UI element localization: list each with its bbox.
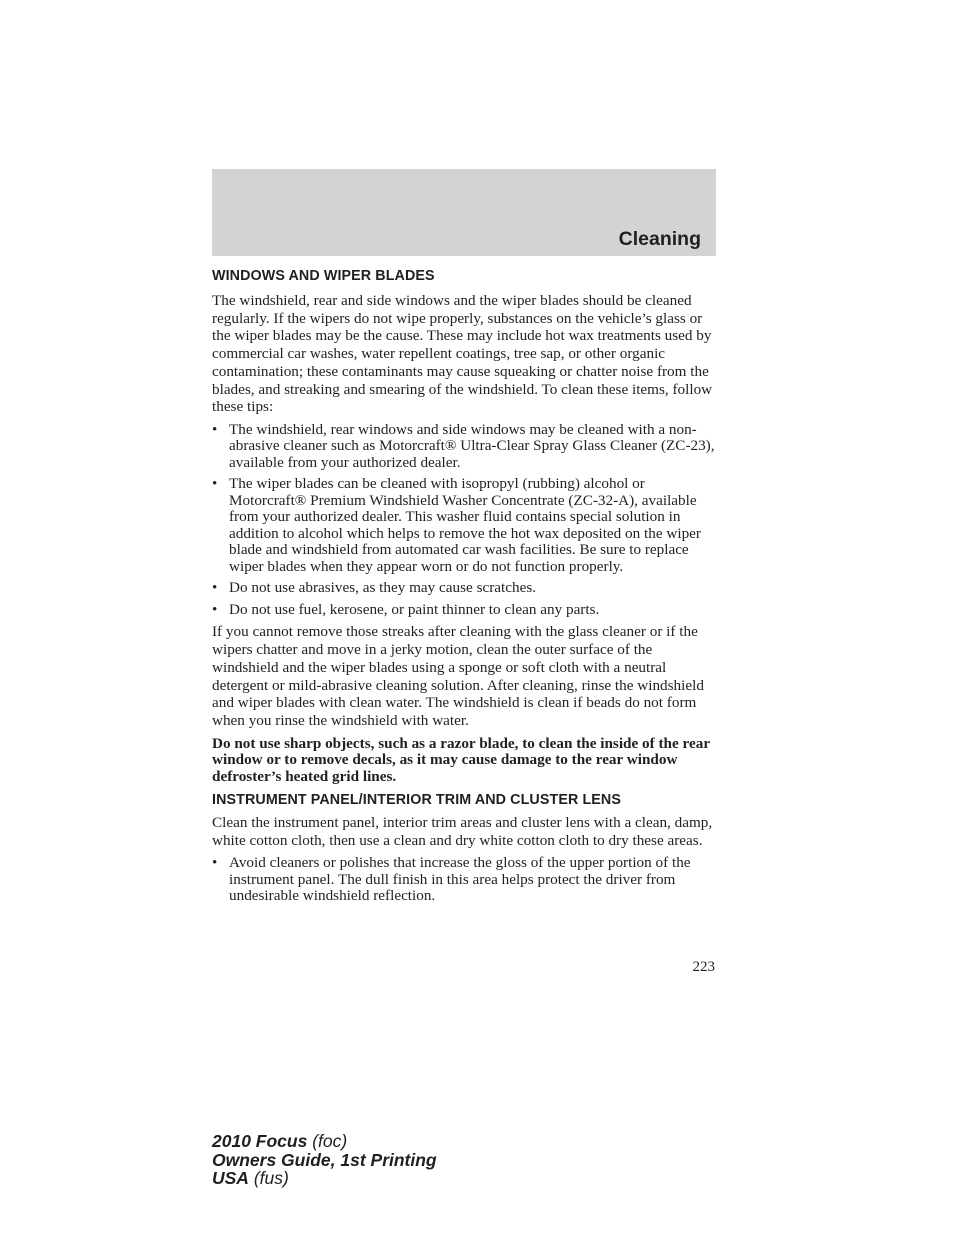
windows-tips-list	[212, 422, 715, 619]
windows-intro-paragraph: The windshield, rear and side windows and the wiper blades should be cleaned regularly. If the wipers do not wipe properly, substances on the vehicle’s glass or the wiper blades may be the cause. These may include hot wax treatments used by commercial car washes, water repellent coatings, tree sap, or other organic contamination; these contaminants may cause squeaking or chatter noise from the blades, and streaking and smearing of the windshield. To clean these items, follow these tips:	[212, 292, 713, 416]
footer-line-market	[212, 1169, 437, 1188]
heading-windows-wiper-blades: WINDOWS AND WIPER BLADES	[212, 268, 435, 284]
footer-line-model	[212, 1132, 437, 1151]
footer-printing: Owners Guide, 1st Printing	[212, 1149, 437, 1170]
heading-instrument-panel: INSTRUMENT PANEL/INTERIOR TRIM AND CLUSTER LENS	[212, 792, 621, 809]
list-item-text: Do not use fuel, kerosene, or paint thinner to clean any parts.	[229, 600, 600, 618]
list-item	[212, 422, 715, 472]
page-number: 223	[692, 959, 715, 975]
footer-line-printing	[212, 1151, 437, 1170]
footer-market: USA	[212, 1168, 249, 1188]
section-header-band	[212, 169, 716, 256]
document-footer	[212, 1132, 437, 1188]
list-item	[212, 855, 715, 905]
bullet-icon: •	[212, 600, 218, 618]
instrument-panel-tips-list	[212, 855, 715, 905]
bullet-icon: •	[212, 420, 218, 438]
footer-market-code: (fus)	[253, 1168, 289, 1188]
list-item-text: The wiper blades can be cleaned with isopropyl (rubbing) alcohol or Motorcraft® Premium Windshield Washer Concentrate (ZC-32-A), available from your authorized dealer. This washer fluid contains special solution in addition to alcohol which helps to remove the hot wax deposited on the wiper blade and windshield from automated car wash facilities. Be sure to replace wiper blades when they appear worn or do not function properly.	[229, 475, 701, 575]
warning-paragraph: Do not use sharp objects, such as a razor blade, to clean the inside of the rear window or to remove decals, as it may cause damage to the rear window defroster’s heated grid lines.	[212, 734, 710, 786]
bullet-icon: •	[212, 854, 218, 872]
list-item-text: The windshield, rear windows and side windows may be cleaned with a non-abrasive cleaner such as Motorcraft® Ultra-Clear Spray Glass Cleaner (ZC-23), available from your authorized dealer.	[229, 420, 715, 471]
footer-model: 2010 Focus	[212, 1131, 308, 1151]
bullet-icon: •	[212, 579, 218, 597]
instrument-panel-paragraph: Clean the instrument panel, interior trim areas and cluster lens with a clean, damp, white cotton cloth, then use a clean and dry white cotton cloth to dry these areas.	[212, 814, 713, 849]
page-content	[212, 268, 715, 910]
list-item	[212, 580, 715, 597]
bullet-icon: •	[212, 475, 218, 493]
footer-model-code: (foc)	[312, 1131, 348, 1151]
list-item	[212, 476, 715, 575]
streaks-paragraph: If you cannot remove those streaks after cleaning with the glass cleaner or if the wipers chatter and move in a jerky motion, clean the outer surface of the windshield and the wiper blades using a sponge or soft cloth with a neutral detergent or mild-abrasive cleaning solution. After cleaning, rinse the windshield and wiper blades with clean water. The windshield is clean if beads do not form when you rinse the windshield with water.	[212, 623, 704, 729]
list-item	[212, 602, 715, 619]
list-item-text: Avoid cleaners or polishes that increase the gloss of the upper portion of the instrument panel. The dull finish in this area helps protect the driver from undesirable windshield reflection.	[229, 854, 691, 905]
list-item-text: Do not use abrasives, as they may cause scratches.	[229, 579, 537, 597]
section-title: Cleaning	[618, 228, 701, 250]
